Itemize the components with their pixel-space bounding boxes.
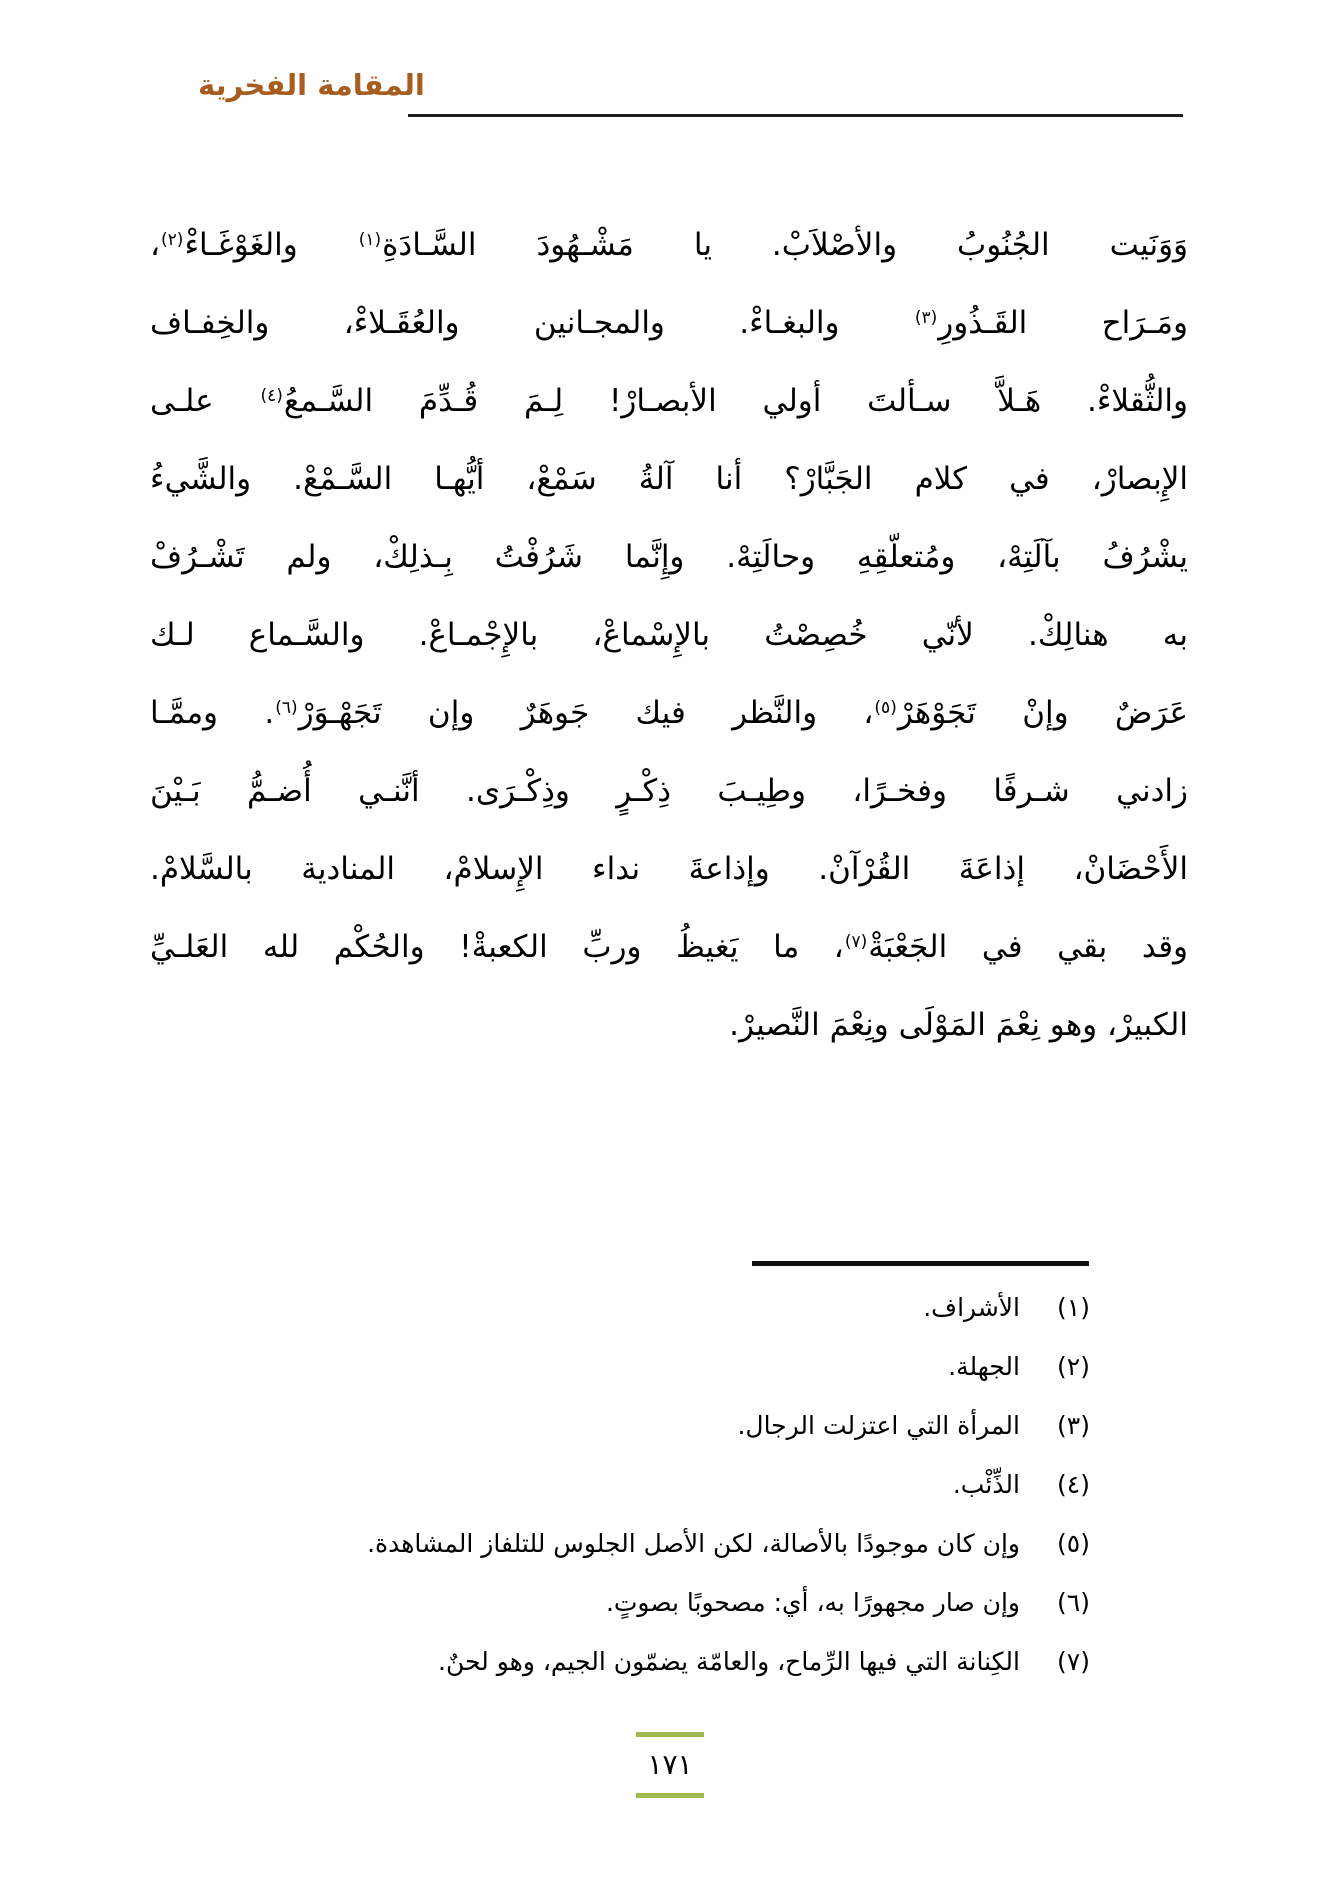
footnote-number: (٣)	[1057, 1411, 1090, 1440]
footnote-text: وإن صار مجهورًا به، أي: مصحوبًا بصوتٍ.	[605, 1588, 1020, 1617]
footnotes-section	[347, 1278, 1090, 1691]
footnote-separator	[752, 1261, 1089, 1266]
body-line: عَرَضٌ وإنْ تَجَوْهَرْ$^{(٥)}$، والنَّظر فيك جَوهَرٌ وإن تَجَهْـوَرْ$^{(٦)}$. وممَّـا	[150, 695, 1188, 731]
footnote-item	[347, 1278, 1090, 1337]
body-text	[150, 206, 1188, 1064]
footnote-ref: (٤)	[260, 386, 283, 406]
body-line: وَوَنَيت الجُنُوبُ والأصْلاَبْ. يا مَشْـهُودَ السَّـادَةِ$^{(١)}$ والغَوْغَـاءْ$^{(٢)}$،	[150, 227, 1189, 263]
footnote-ref: (٥)	[874, 698, 897, 718]
page-footer	[603, 1732, 737, 1798]
body-line: ومَـرَاح القَـذُورِ$^{(٣)}$ والبغـاءْ. والمجـانين والعُقَـلاءْ، والخِفـاف	[150, 305, 1188, 341]
header-rule	[408, 114, 1183, 117]
footnote-ref: (٦)	[275, 698, 298, 718]
footnote-number: (٧)	[1057, 1647, 1090, 1676]
footnote-text: الجهلة.	[948, 1352, 1020, 1381]
body-line: به هنالِكْ. لأنّي خُصِصْتُ بالإِسْماعْ، بالإِجْمـاعْ. والسَّـماع لـك	[150, 617, 1188, 653]
body-line: زادني شـرفًا وفخـرًا، وطِيـبَ ذِكْـرٍ وذِكْـرَى. أنَّنـي أُضـمُّ بَـيْنَ	[150, 773, 1188, 809]
footnote-item	[347, 1337, 1090, 1396]
footnote-text: الذِّئْب.	[952, 1470, 1020, 1499]
footnote-item	[347, 1632, 1090, 1691]
body-line: والثُّقلاءْ. هَـلاَّ سـألتَ أولي الأبصـارْ! لِـمَ قُـدِّمَ السَّـمعُ$^{(٤)}$ علـى	[150, 383, 1188, 419]
body-line: وقد بقي في الجَعْبَةْ$^{(٧)}$، ما يَغيظُ وربِّ الكعبةْ! والحُكْم لله العَلـيِّ	[150, 929, 1188, 965]
body-line: الأَحْضَانْ، إذاعَةَ القُرْآنْ. وإذاعةَ نداء الإِسلامْ، المنادية بالسَّلامْ.	[150, 851, 1188, 887]
footnote-ref: (١)	[358, 230, 382, 250]
footnote-ref: (٧)	[844, 932, 868, 952]
footnote-number: (٤)	[1057, 1470, 1090, 1499]
body-line: يشْرُفُ بآلَتِهْ، ومُتعلّقِهِ وحالَتِهْ. وإِنَّما شَرُفْتُ بِـذلِكْ، ولم تَشْـرُفْ	[150, 539, 1188, 575]
footnote-item	[347, 1396, 1090, 1455]
footnote-item	[347, 1573, 1090, 1632]
footer-ornament-bottom	[636, 1793, 704, 1798]
body-line: الكبيرْ، وهو نِعْمَ المَوْلَى ونِعْمَ النَّصيرْ.	[729, 1007, 1188, 1043]
body-line: الإِبصارْ، في كلام الجَبَّارْ؟ أنا آلةُ سَمْعْ، أيُّهـا السَّـمْعْ. والشَّيءُ	[150, 461, 1188, 497]
footnote-number: (٢)	[1057, 1352, 1090, 1381]
footnote-number: (٦)	[1057, 1588, 1090, 1617]
footnote-text: الأشراف.	[923, 1293, 1020, 1322]
chapter-title: المقامة الفخرية	[198, 68, 425, 102]
footnote-number: (١)	[1057, 1293, 1090, 1322]
footnote-item	[347, 1514, 1090, 1573]
footnote-text: المرأة التي اعتزلت الرجال.	[737, 1411, 1020, 1440]
footnote-number: (٥)	[1057, 1529, 1090, 1558]
footnote-ref: (٣)	[914, 308, 938, 328]
footnote-text: وإن كان موجودًا بالأصالة، لكن الأصل الجلوس للتلفاز المشاهدة.	[367, 1529, 1020, 1558]
footnote-text: الكِنانة التي فيها الرِّماح، والعامّة يضمّون الجيم، وهو لحنٌ.	[438, 1647, 1020, 1676]
page-number: ١٧١	[647, 1748, 693, 1781]
footnote-ref: (٢)	[161, 230, 184, 250]
footnote-item	[347, 1455, 1090, 1514]
